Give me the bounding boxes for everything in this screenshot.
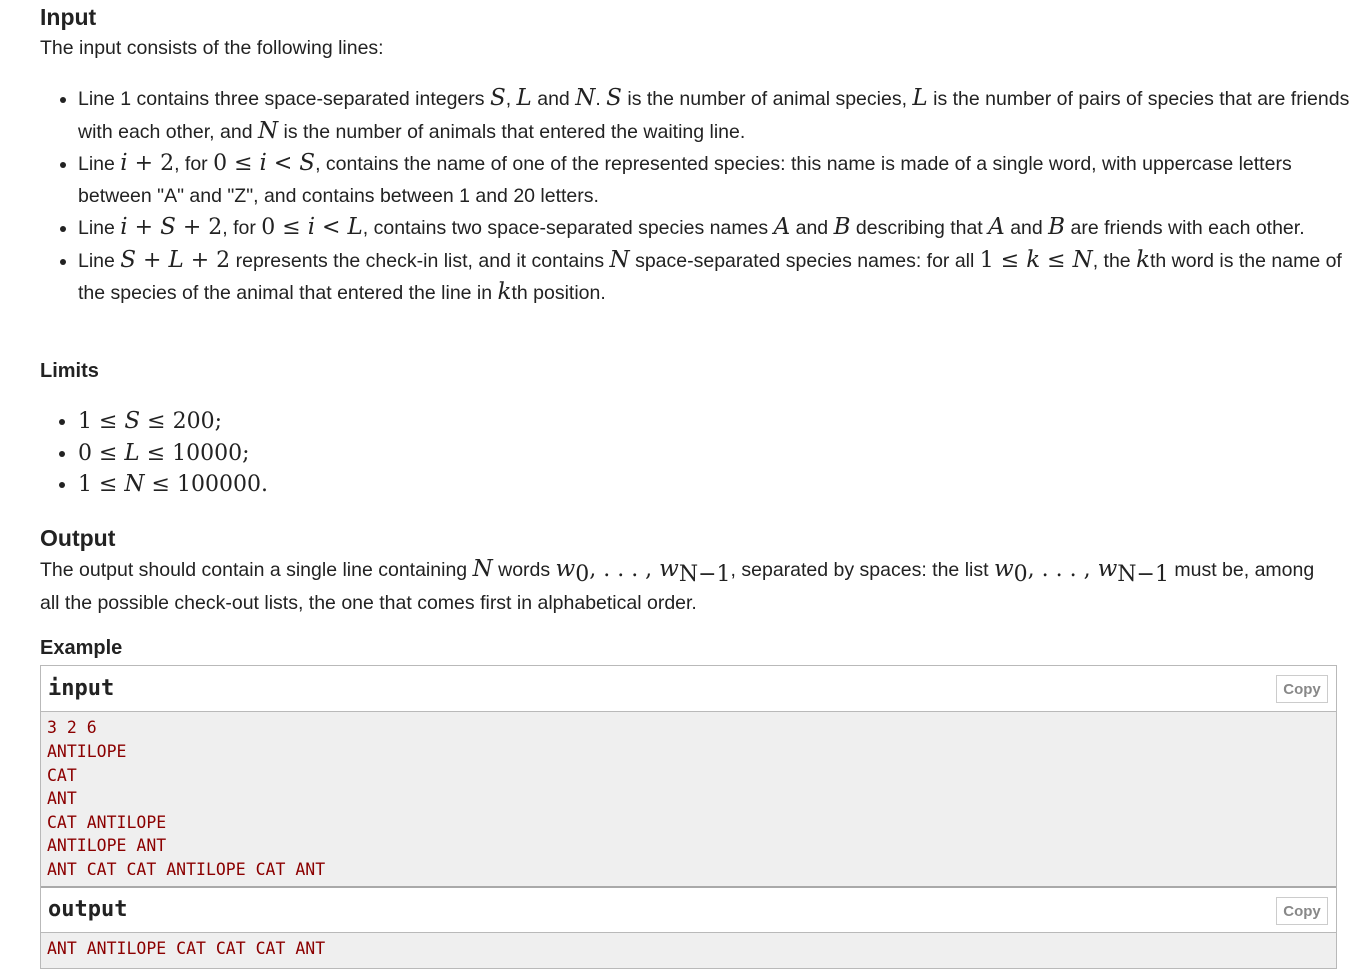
input-intro: The input consists of the following lines: (40, 37, 384, 59)
example-heading: Example (40, 637, 123, 659)
output-label: output (48, 897, 128, 922)
input-label: input (48, 676, 115, 701)
limits-heading: Limits (40, 360, 99, 382)
list-item: • 1 ≤ S ≤ 200; (78, 406, 268, 438)
input-line: CAT ANTILOPE (47, 813, 167, 832)
example-input-content (41, 712, 1336, 886)
output-description: The output should contain a single line containing N words $w_0$, . . . , $w_{N-1}$, separated by spaces: the list $w_0$, . . . , $w_{N-1}$ must be, among all the possible check-out lists, the one that comes first in alphabetical order. (40, 556, 1315, 614)
example-output-content (41, 933, 1336, 968)
limits-list (40, 406, 268, 501)
input-format-list (40, 83, 1363, 310)
list-item: • 1 ≤ N ≤ 100000. (78, 469, 268, 501)
input-line: ANT CAT CAT ANTILOPE CAT ANT (47, 860, 326, 879)
output-heading: Output (40, 525, 116, 551)
input-line: ANTILOPE ANT (47, 836, 167, 855)
list-item: • Line 1 contains three space-separated integers S, L and N. S is the number of animal species, L is the number of pairs of species that are friends with each other, and N is the number of animals that entered the waiting line. (78, 83, 1363, 148)
list-item: • Line i + S + 2, for 0 ≤ i < L, contains two space-separated species names A and B describing that A and B are friends with each other. (78, 212, 1363, 245)
copy-input-button[interactable]: Copy (1276, 675, 1328, 703)
input-line: ANT (47, 789, 77, 808)
example-box (40, 665, 1337, 969)
input-line: CAT (47, 766, 77, 785)
list-item: • Line i + 2, for 0 ≤ i < S, contains the name of one of the represented species: this name is made of a single word, with uppercase letters between "A" and "Z", and contains between 1 and 20 letters. (78, 148, 1363, 212)
list-item: • 0 ≤ L ≤ 10000; (78, 438, 268, 470)
output-line: ANT ANTILOPE CAT CAT CAT ANT (47, 939, 326, 958)
copy-output-button[interactable]: Copy (1276, 897, 1328, 925)
input-line: ANTILOPE (47, 742, 127, 761)
input-line: 3 2 6 (47, 718, 97, 737)
input-heading: Input (40, 4, 97, 30)
divider (41, 886, 1336, 888)
list-item: • Line S + L + 2 represents the check-in list, and it contains N space-separated species names: for all 1 ≤ k ≤ N, the kth word is the name of the species of the animal that entered the line in kth position. (78, 245, 1363, 310)
